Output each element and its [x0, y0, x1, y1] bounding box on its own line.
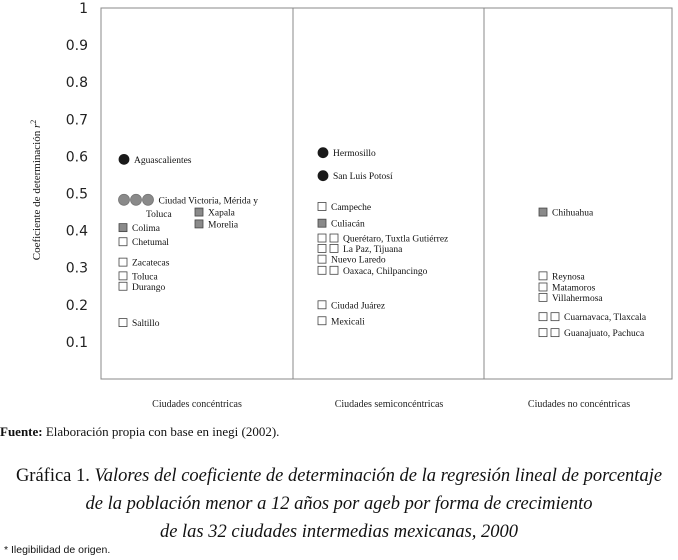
point-marker	[318, 301, 326, 309]
y-tick-label: 0.8	[65, 75, 88, 92]
caption-lead: Gráfica 1.	[15, 466, 90, 486]
point-marker	[195, 208, 203, 216]
y-tick-label: 0.3	[65, 260, 88, 277]
point-marker	[318, 219, 326, 227]
category-label: Ciudades concéntricas	[152, 399, 242, 410]
point-marker	[119, 224, 127, 232]
point-label: Reynosa	[552, 272, 585, 283]
data-point	[539, 329, 645, 340]
point-label: Chetumal	[132, 238, 169, 249]
data-point	[119, 194, 259, 220]
source-text: Elaboración propia con base en inegi (2002).	[42, 424, 280, 439]
point-label: Guanajuato, Pachuca	[564, 329, 645, 340]
point-marker	[318, 171, 328, 181]
caption-line-2: de la población menor a 12 años por ageb por forma de crecimiento	[85, 494, 593, 514]
y-tick-label: 0.1	[65, 334, 88, 351]
y-tick-label: 0.4	[65, 223, 88, 240]
point-marker	[195, 220, 203, 228]
data-point	[318, 301, 385, 312]
category-labels	[152, 399, 630, 410]
point-label: Oaxaca, Chilpancingo	[343, 266, 428, 277]
point-label: La Paz, Tijuana	[343, 244, 403, 255]
point-marker	[318, 317, 326, 325]
data-point	[119, 319, 160, 330]
point-marker	[539, 283, 547, 291]
y-tick-label: 0.9	[65, 38, 88, 55]
point-label: Colima	[132, 224, 160, 235]
point-label: Matamoros	[552, 283, 596, 294]
data-point	[119, 282, 165, 293]
point-label: Durango	[132, 282, 166, 293]
point-marker	[119, 194, 130, 205]
category-label: Ciudades no concéntricas	[527, 399, 631, 410]
data-point	[119, 258, 170, 269]
data-point	[318, 171, 393, 183]
point-label: Campeche	[331, 202, 372, 213]
caption-line-3: de las 32 ciudades intermedias mexicanas, 2000	[159, 522, 519, 542]
point-marker	[131, 194, 142, 205]
data-point	[119, 272, 158, 283]
data-point	[539, 283, 596, 294]
point-label: Nuevo Laredo	[331, 255, 386, 266]
point-label: Querétaro, Tuxtla Gutiérrez	[343, 234, 449, 245]
data-point	[539, 272, 586, 283]
point-label: Morelia	[208, 220, 239, 231]
data-point	[318, 202, 371, 213]
data-point	[318, 244, 403, 255]
point-label: Zacatecas	[132, 258, 170, 269]
point-marker	[119, 238, 127, 246]
caption-line-1: Valores del coeficiente de determinación de la regresión lineal de porcentaje	[89, 466, 663, 486]
data-points	[119, 148, 647, 339]
point-label: Ciudad Juárez	[331, 301, 386, 312]
data-point	[119, 238, 169, 249]
point-marker	[119, 282, 127, 290]
point-marker	[330, 244, 338, 252]
point-marker	[539, 208, 547, 216]
point-marker	[539, 313, 547, 321]
point-marker	[318, 148, 328, 158]
y-axis-label: Coeficiente de determinación $r^2$	[29, 119, 43, 261]
data-point	[318, 219, 365, 230]
source-note	[0, 424, 279, 440]
data-point	[318, 317, 365, 328]
data-point	[539, 313, 647, 324]
data-point	[318, 234, 448, 245]
point-marker	[551, 313, 559, 321]
data-point	[119, 154, 192, 166]
point-label: Hermosillo	[333, 149, 376, 160]
data-point	[195, 220, 239, 231]
data-point	[318, 266, 428, 277]
illegibility-note: * Ilegibilidad de origen.	[4, 544, 111, 556]
point-label: Mexicali	[331, 317, 365, 328]
point-label: Saltillo	[132, 319, 160, 330]
point-marker	[318, 234, 326, 242]
y-tick-labels	[66, 1, 88, 351]
y-tick-label: 1	[79, 1, 88, 17]
category-label: Ciudades semiconcéntricas	[334, 399, 444, 410]
point-marker	[318, 202, 326, 210]
point-label: Villahermosa	[552, 293, 603, 304]
data-point	[539, 208, 594, 219]
point-label: Chihuahua	[552, 208, 594, 219]
point-label: Cuarnavaca, Tlaxcala	[564, 313, 647, 324]
point-label: San Luis Potosí	[333, 172, 393, 183]
point-marker	[539, 293, 547, 301]
point-marker	[143, 194, 154, 205]
point-marker	[119, 272, 127, 280]
point-label: Ciudad Victoria, Mérida y	[158, 196, 259, 207]
point-label: Toluca	[146, 209, 172, 220]
point-marker	[330, 266, 338, 274]
point-marker	[539, 329, 547, 337]
point-label: Aguascalientes	[134, 155, 192, 166]
data-point	[318, 255, 386, 265]
y-tick-label: 0.5	[65, 186, 88, 203]
plot-frame	[101, 8, 672, 379]
point-marker	[318, 255, 326, 263]
point-marker	[539, 272, 547, 280]
point-label: Culiacán	[331, 219, 365, 230]
point-marker	[330, 234, 338, 242]
y-tick-label: 0.7	[65, 112, 88, 129]
data-point	[195, 208, 236, 219]
data-point	[119, 224, 161, 235]
source-label: Fuente:	[0, 424, 43, 439]
figure-caption	[0, 462, 678, 546]
data-point	[539, 293, 603, 304]
y-tick-label: 0.2	[65, 297, 88, 314]
data-point	[318, 148, 376, 160]
point-marker	[119, 258, 127, 266]
point-label: Xapala	[208, 208, 235, 219]
chart-axes	[101, 8, 672, 379]
point-marker	[318, 244, 326, 252]
point-marker	[119, 319, 127, 327]
point-marker	[551, 329, 559, 337]
y-tick-label: 0.6	[65, 149, 88, 166]
point-marker	[119, 154, 129, 164]
point-marker	[318, 266, 326, 274]
point-label: Toluca	[132, 272, 158, 283]
